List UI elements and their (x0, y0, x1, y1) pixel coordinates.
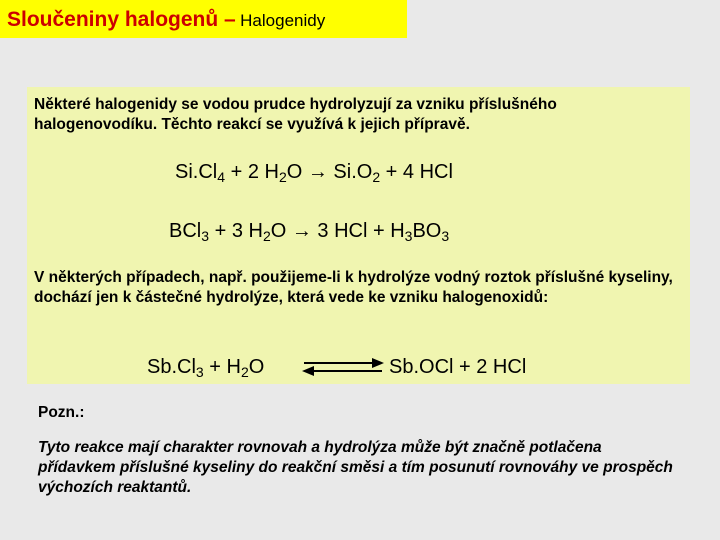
eq2-sub: 3 (201, 228, 210, 244)
eq2-part: BO (412, 220, 442, 242)
eq1-sub: 4 (217, 169, 226, 185)
title-main: Sloučeniny halogenů – (7, 8, 236, 31)
eq3-part: + H (203, 356, 241, 378)
eq1-part: + 2 H (225, 161, 279, 183)
eq3-sub: 2 (240, 364, 249, 380)
eq2-part: + 3 H (209, 220, 263, 242)
partial-hydrolysis-paragraph: V některých případech, např. použijeme-li k hydrolýze vodný roztok příslušné kyseliny, dochází jen k částečné hydrolýze, která vede ke vzniku halogenoxidů: (34, 269, 673, 306)
equation-sicl4 (175, 161, 453, 184)
equilibrium-arrows-icon (300, 357, 386, 377)
eq3-sub: 3 (195, 364, 204, 380)
eq2-part: O → 3 HCl + H (270, 220, 405, 242)
eq1-sub: 2 (372, 169, 381, 185)
note-text: Tyto reakce mají charakter rovnovah a hydrolýza může být značně potlačena přídavkem příslušné kyseliny do reakční směsi a tím posunutí rovnováhy ve prospěch výchozích reaktantů. (38, 439, 673, 496)
eq3-part: Sb.Cl (147, 356, 196, 378)
eq2-sub: 3 (404, 228, 413, 244)
note-label: Pozn.: (38, 404, 85, 421)
slide-title (7, 8, 325, 32)
eq1-part: + 4 HCl (380, 161, 453, 183)
eq1-part: O → Si.O (286, 161, 373, 183)
eq2-sub: 2 (262, 228, 271, 244)
title-sub: Halogenidy (240, 11, 326, 30)
intro-paragraph: Některé halogenidy se vodou prudce hydrolyzují za vzniku příslušného halogenovodíku. Těchto reakcí se využívá k jejich přípravě. (34, 96, 557, 133)
equation-sbcl3-products: Sb.OCl + 2 HCl (389, 356, 527, 378)
eq2-part: BCl (169, 220, 202, 242)
eq1-part: Si.Cl (175, 161, 218, 183)
eq1-sub: 2 (278, 169, 287, 185)
equation-bcl3 (169, 220, 449, 243)
equation-sbcl3-reactants (147, 356, 264, 379)
eq3-part: O (248, 356, 265, 378)
eq2-sub: 3 (441, 228, 450, 244)
